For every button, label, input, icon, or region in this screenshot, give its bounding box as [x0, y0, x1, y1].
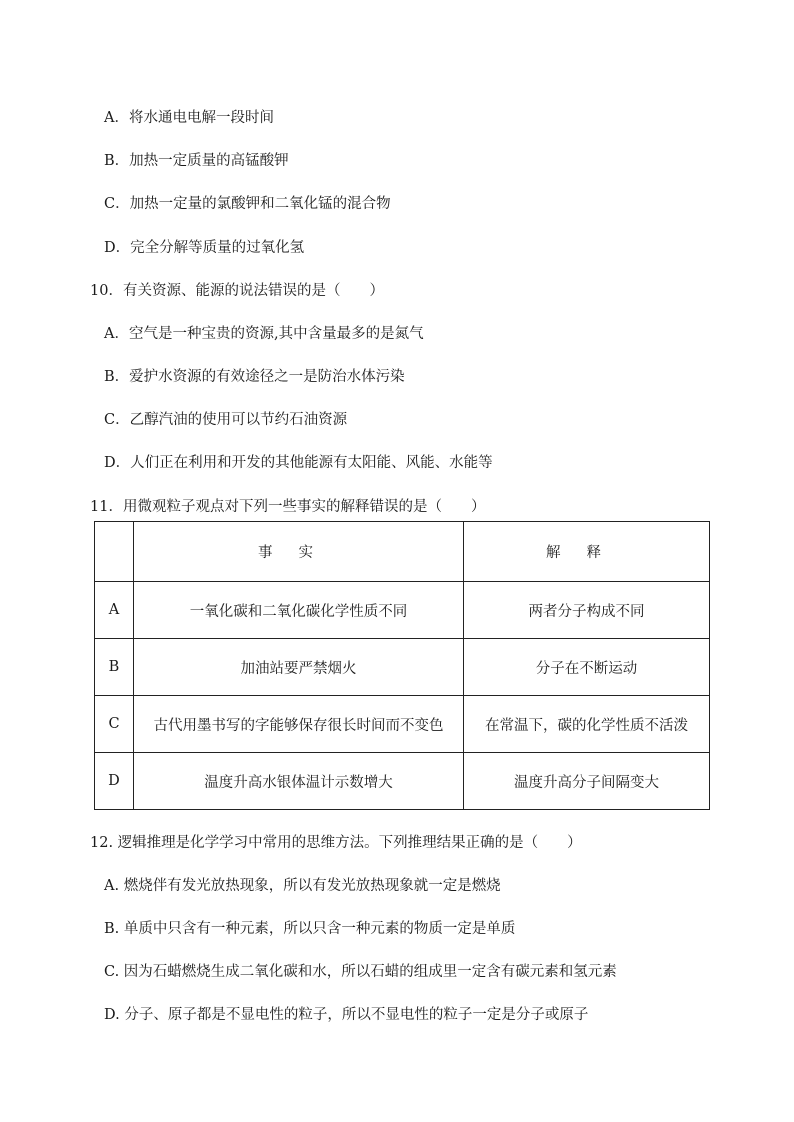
- q10-option-b: B．爱护水资源的有效途径之一是防治水体污染: [104, 369, 405, 385]
- row-fact: 一氧化碳和二氧化碳化学性质不同: [134, 582, 464, 639]
- table-row: [95, 753, 710, 810]
- q9-option-d: D．完全分解等质量的过氧化氢: [104, 240, 305, 256]
- table-header-row: [95, 522, 710, 582]
- table-row: [95, 582, 710, 639]
- q10-option-d: D．人们正在利用和开发的其他能源有太阳能、风能、水能等: [104, 455, 493, 471]
- row-explanation: 分子在不断运动: [464, 639, 710, 696]
- q9-option-b: B．加热一定质量的高锰酸钾: [104, 153, 289, 169]
- q10-stem: 10．有关资源、能源的说法错误的是（ ）: [90, 283, 384, 299]
- row-explanation: 温度升高分子间隔变大: [464, 753, 710, 810]
- table-header-label: [95, 522, 134, 582]
- row-fact: 温度升高水银体温计示数增大: [134, 753, 464, 810]
- q12-option-b: B. 单质中只含有一种元素，所以只含一种元素的物质一定是单质: [104, 921, 516, 937]
- table-row: [95, 696, 710, 753]
- table-header-explanation: 解释: [464, 522, 710, 582]
- q9-option-c: C．加热一定量的氯酸钾和二氧化锰的混合物: [104, 196, 391, 212]
- row-label: C: [95, 696, 134, 753]
- row-label: B: [95, 639, 134, 696]
- q9-option-a: A．将水通电电解一段时间: [104, 110, 274, 126]
- q11-facts-table: [94, 521, 710, 810]
- row-label: A: [95, 582, 134, 639]
- table-row: [95, 639, 710, 696]
- q12-stem: 12. 逻辑推理是化学学习中常用的思维方法。下列推理结果正确的是（ ）: [90, 835, 582, 851]
- q12-option-d: D. 分子、原子都是不显电性的粒子，所以不显电性的粒子一定是分子或原子: [104, 1007, 589, 1023]
- row-explanation: 两者分子构成不同: [464, 582, 710, 639]
- row-fact: 加油站要严禁烟火: [134, 639, 464, 696]
- q11-stem: 11．用微观粒子观点对下列一些事实的解释错误的是（ ）: [90, 499, 486, 515]
- table-header-fact: 事实: [134, 522, 464, 582]
- q12-option-c: C. 因为石蜡燃烧生成二氧化碳和水，所以石蜡的组成里一定含有碳元素和氢元素: [104, 964, 617, 980]
- row-label: D: [95, 753, 134, 810]
- q12-option-a: A. 燃烧伴有发光放热现象，所以有发光放热现象就一定是燃烧: [104, 878, 501, 894]
- row-explanation: 在常温下，碳的化学性质不活泼: [464, 696, 710, 753]
- q10-option-c: C．乙醇汽油的使用可以节约石油资源: [104, 412, 348, 428]
- row-fact: 古代用墨书写的字能够保存很长时间而不变色: [134, 696, 464, 753]
- q10-option-a: A．空气是一种宝贵的资源,其中含量最多的是氮气: [104, 326, 424, 342]
